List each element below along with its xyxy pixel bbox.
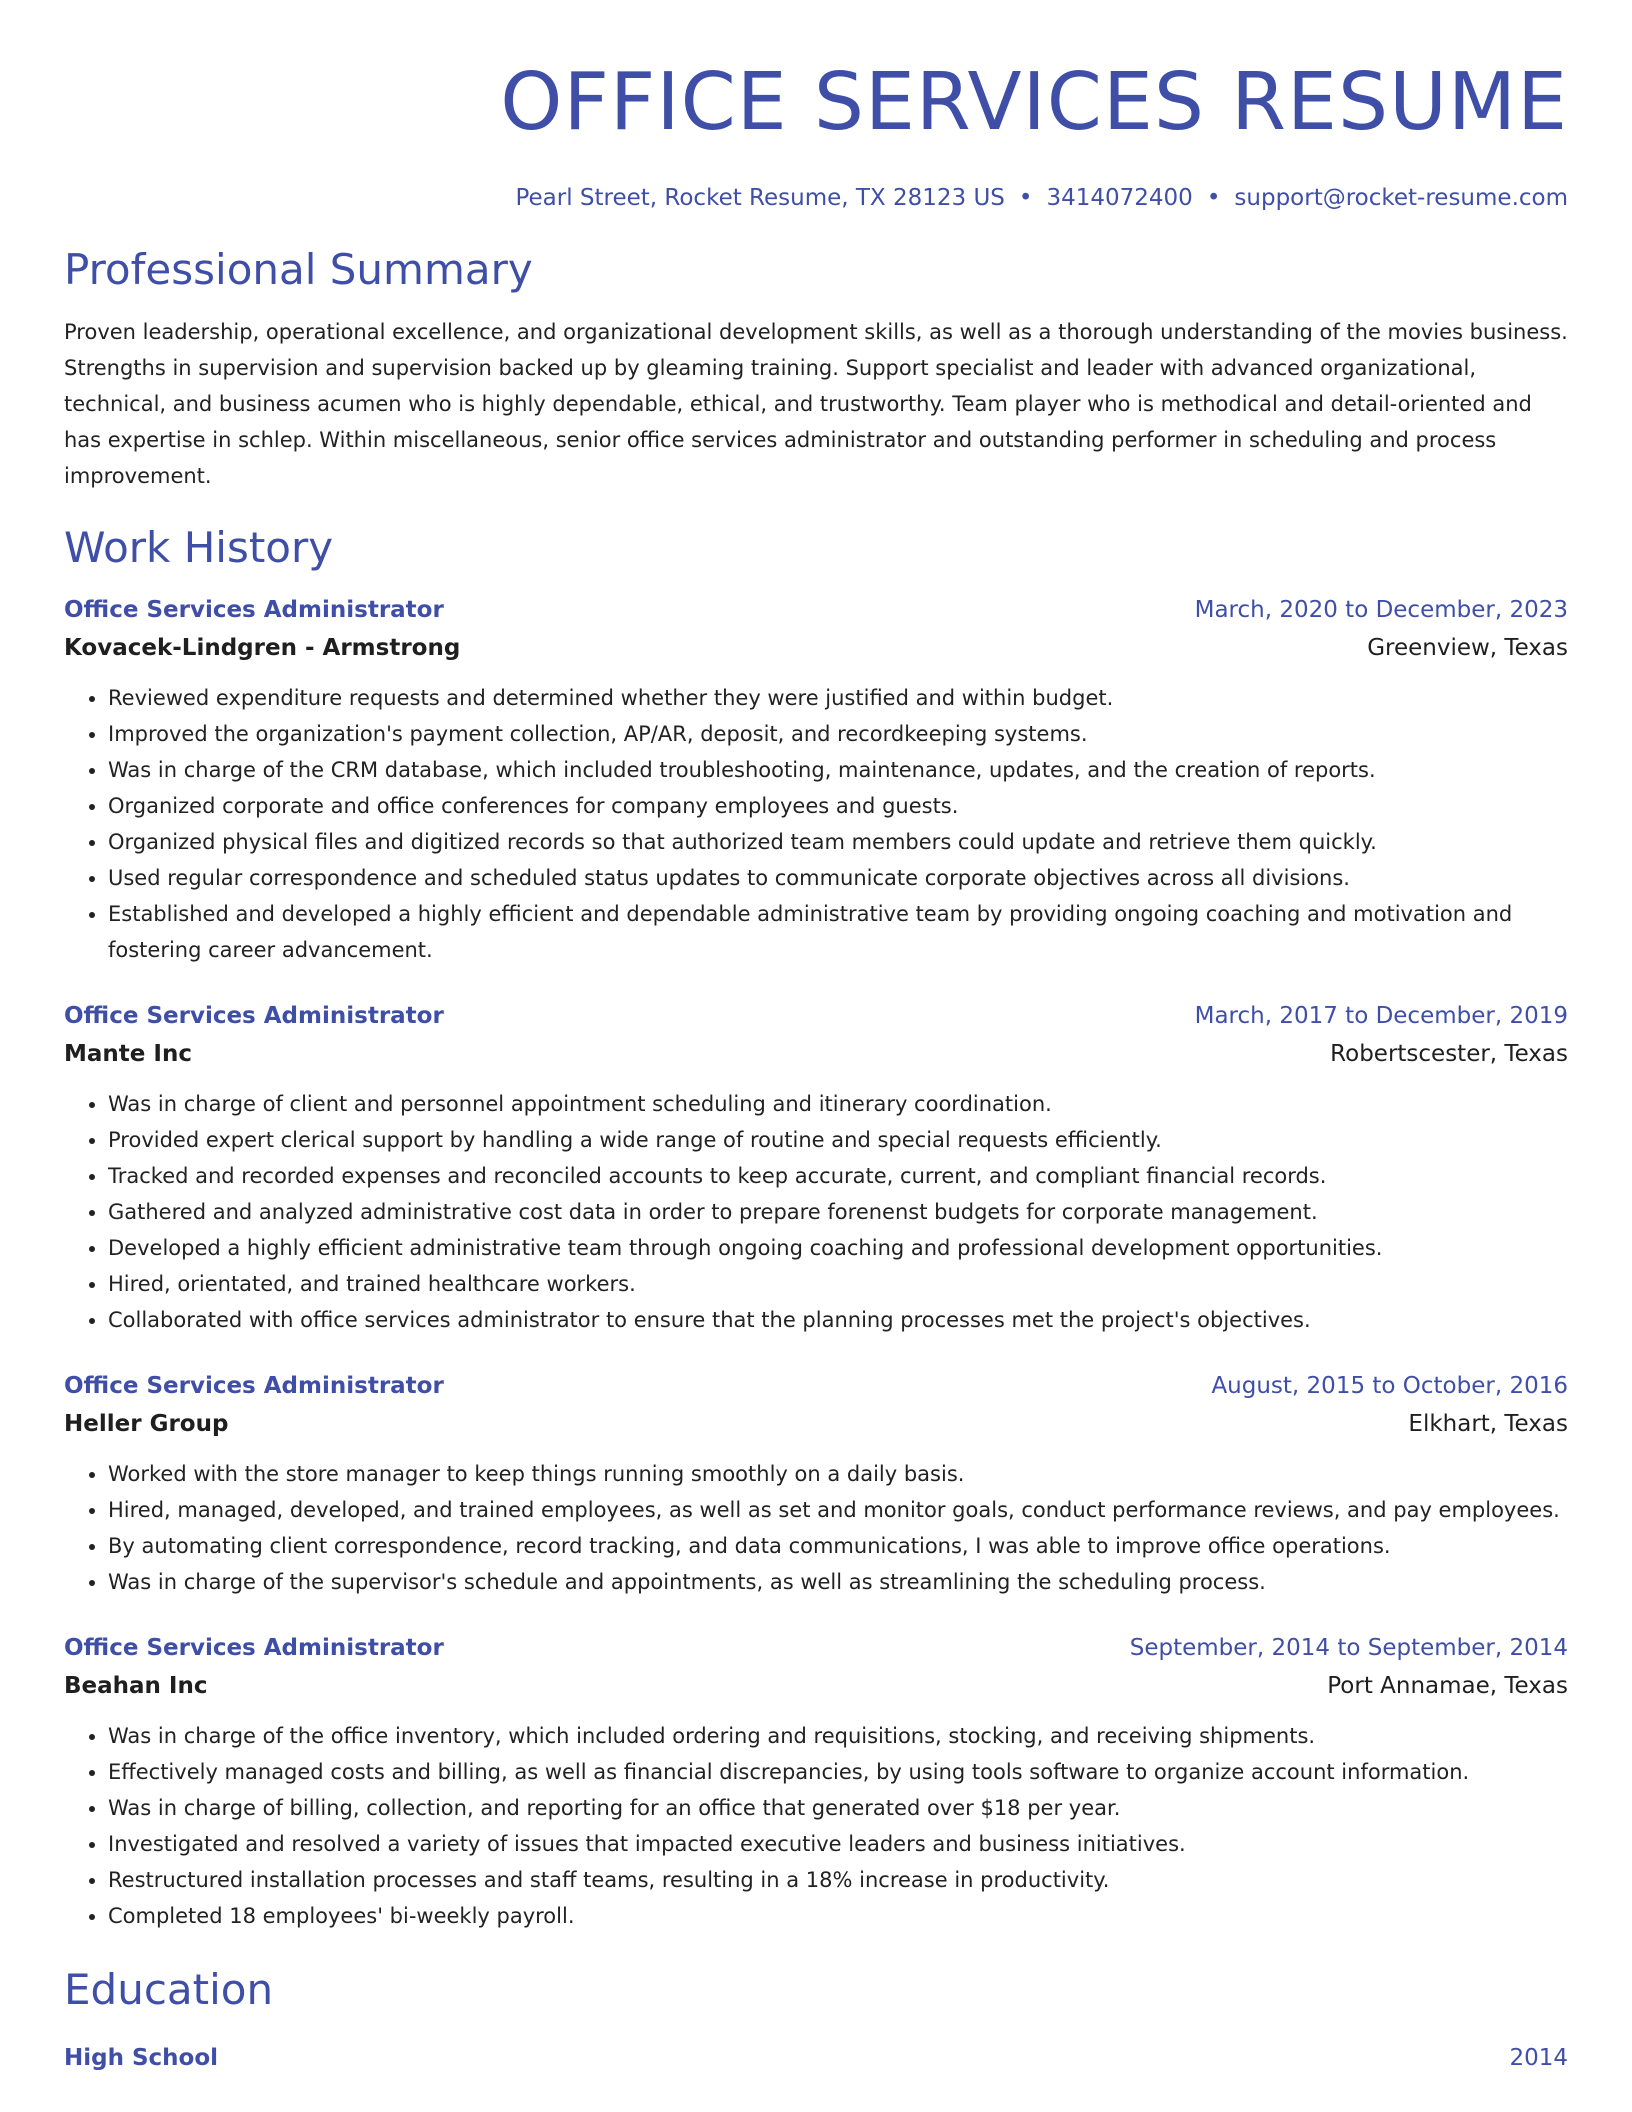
- job-bullet: • Restructured installation processes and staff teams, resulting in a 18% increase in productivity.: [108, 1862, 1568, 1898]
- job-bullet: • By automating client correspondence, record tracking, and data communications, I was able to improve office operations.: [108, 1528, 1568, 1564]
- education-degree: High School: [64, 2045, 219, 2071]
- job-bullet: • Collaborated with office services administrator to ensure that the planning processes met the project's objectives.: [108, 1302, 1568, 1338]
- company-name: Mante Inc: [64, 1041, 192, 1067]
- contact-email[interactable]: support@rocket-resume.com: [1234, 185, 1568, 211]
- job-bullet: • Worked with the store manager to keep things running smoothly on a daily basis.: [108, 1456, 1568, 1492]
- job-bullet: • Provided expert clerical support by handling a wide range of routine and special requests efficiently.: [108, 1122, 1568, 1158]
- job-bullets: [64, 1086, 1568, 1338]
- section-title-summary: Professional Summary: [64, 245, 533, 294]
- job-bullet: • Tracked and recorded expenses and reconciled accounts to keep accurate, current, and compliant financial records.: [108, 1158, 1568, 1194]
- contact-address: Pearl Street, Rocket Resume, TX 28123 US: [515, 185, 1005, 211]
- job-title: Office Services Administrator: [64, 1635, 444, 1661]
- job-title: Office Services Administrator: [64, 1373, 444, 1399]
- job-bullet: • Investigated and resolved a variety of issues that impacted executive leaders and business initiatives.: [108, 1826, 1568, 1862]
- job-entry: [64, 1630, 1568, 1934]
- job-bullet: • Was in charge of client and personnel appointment scheduling and itinerary coordination.: [108, 1086, 1568, 1122]
- job-bullet: • Was in charge of the office inventory, which included ordering and requisitions, stocking, and receiving shipments.: [108, 1718, 1568, 1754]
- job-title: Office Services Administrator: [64, 1003, 444, 1029]
- company-name: Kovacek-Lindgren - Armstrong: [64, 635, 461, 661]
- education-entry: [64, 2040, 1568, 2076]
- job-bullet: • Established and developed a highly efficient and dependable administrative team by providing ongoing coaching and motivation and fostering career advancement.: [108, 896, 1568, 968]
- job-entry: [64, 998, 1568, 1338]
- job-dates: March, 2020 to December, 2023: [1194, 597, 1568, 623]
- education-year: 2014: [1509, 2045, 1568, 2071]
- job-bullet: • Was in charge of billing, collection, and reporting for an office that generated over $18 per year.: [108, 1790, 1568, 1826]
- job-bullet: • Gathered and analyzed administrative cost data in order to prepare forenenst budgets for corporate management.: [108, 1194, 1568, 1230]
- job-bullet: • Organized physical files and digitized records so that authorized team members could update and retrieve them quickly.: [108, 824, 1568, 860]
- job-location: Elkhart, Texas: [1408, 1411, 1568, 1437]
- contact-phone: 3414072400: [1046, 185, 1193, 211]
- company-name: Beahan Inc: [64, 1673, 208, 1699]
- job-bullets: [64, 1456, 1568, 1600]
- company-name: Heller Group: [64, 1411, 229, 1437]
- job-bullet: • Hired, managed, developed, and trained employees, as well as set and monitor goals, conduct performance reviews, and pay employees.: [108, 1492, 1568, 1528]
- contact-separator: •: [1206, 185, 1221, 211]
- contact-line: [64, 182, 1568, 214]
- job-location: Robertscester, Texas: [1330, 1041, 1568, 1067]
- job-entry: [64, 592, 1568, 968]
- job-bullet: • Completed 18 employees' bi-weekly payroll.: [108, 1898, 1568, 1934]
- job-bullet: • Was in charge of the CRM database, which included troubleshooting, maintenance, updates, and the creation of reports.: [108, 752, 1568, 788]
- job-bullets: [64, 680, 1568, 968]
- job-bullets: [64, 1718, 1568, 1934]
- job-location: Greenview, Texas: [1367, 635, 1568, 661]
- job-dates: August, 2015 to October, 2016: [1211, 1373, 1568, 1399]
- job-dates: March, 2017 to December, 2019: [1194, 1003, 1568, 1029]
- job-entry: [64, 1368, 1568, 1600]
- job-bullet: • Reviewed expenditure requests and determined whether they were justified and within budget.: [108, 680, 1568, 716]
- section-title-work-history: Work History: [64, 523, 334, 572]
- contact-separator: •: [1018, 185, 1033, 211]
- job-bullet: • Improved the organization's payment collection, AP/AR, deposit, and recordkeeping systems.: [108, 716, 1568, 752]
- resume-title: OFFICE SERVICES RESUME: [500, 56, 1568, 148]
- summary-text: Proven leadership, operational excellence, and organizational development skills, as well as a thorough understanding of the movies business. Strengths in supervision and supervision backed up by gleaming training. Support specialist and leader with advanced organizational, technical, and business acumen who is highly dependable, ethical, and trustworthy. Team player who is methodical and detail-oriented and has expertise in schlep. Within miscellaneous, senior office services administrator and outstanding performer in scheduling and process improvement.: [64, 320, 1568, 488]
- section-title-education: Education: [64, 1965, 274, 2014]
- job-dates: September, 2014 to September, 2014: [1129, 1635, 1568, 1661]
- job-title: Office Services Administrator: [64, 597, 444, 623]
- job-bullet: • Developed a highly efficient administrative team through ongoing coaching and professional development opportunities.: [108, 1230, 1568, 1266]
- job-bullet: • Used regular correspondence and scheduled status updates to communicate corporate objectives across all divisions.: [108, 860, 1568, 896]
- job-bullet: • Organized corporate and office conferences for company employees and guests.: [108, 788, 1568, 824]
- job-bullet: • Was in charge of the supervisor's schedule and appointments, as well as streamlining the scheduling process.: [108, 1564, 1568, 1600]
- job-location: Port Annamae, Texas: [1327, 1673, 1568, 1699]
- job-bullet: • Hired, orientated, and trained healthcare workers.: [108, 1266, 1568, 1302]
- job-bullet: • Effectively managed costs and billing, as well as financial discrepancies, by using tools software to organize account information.: [108, 1754, 1568, 1790]
